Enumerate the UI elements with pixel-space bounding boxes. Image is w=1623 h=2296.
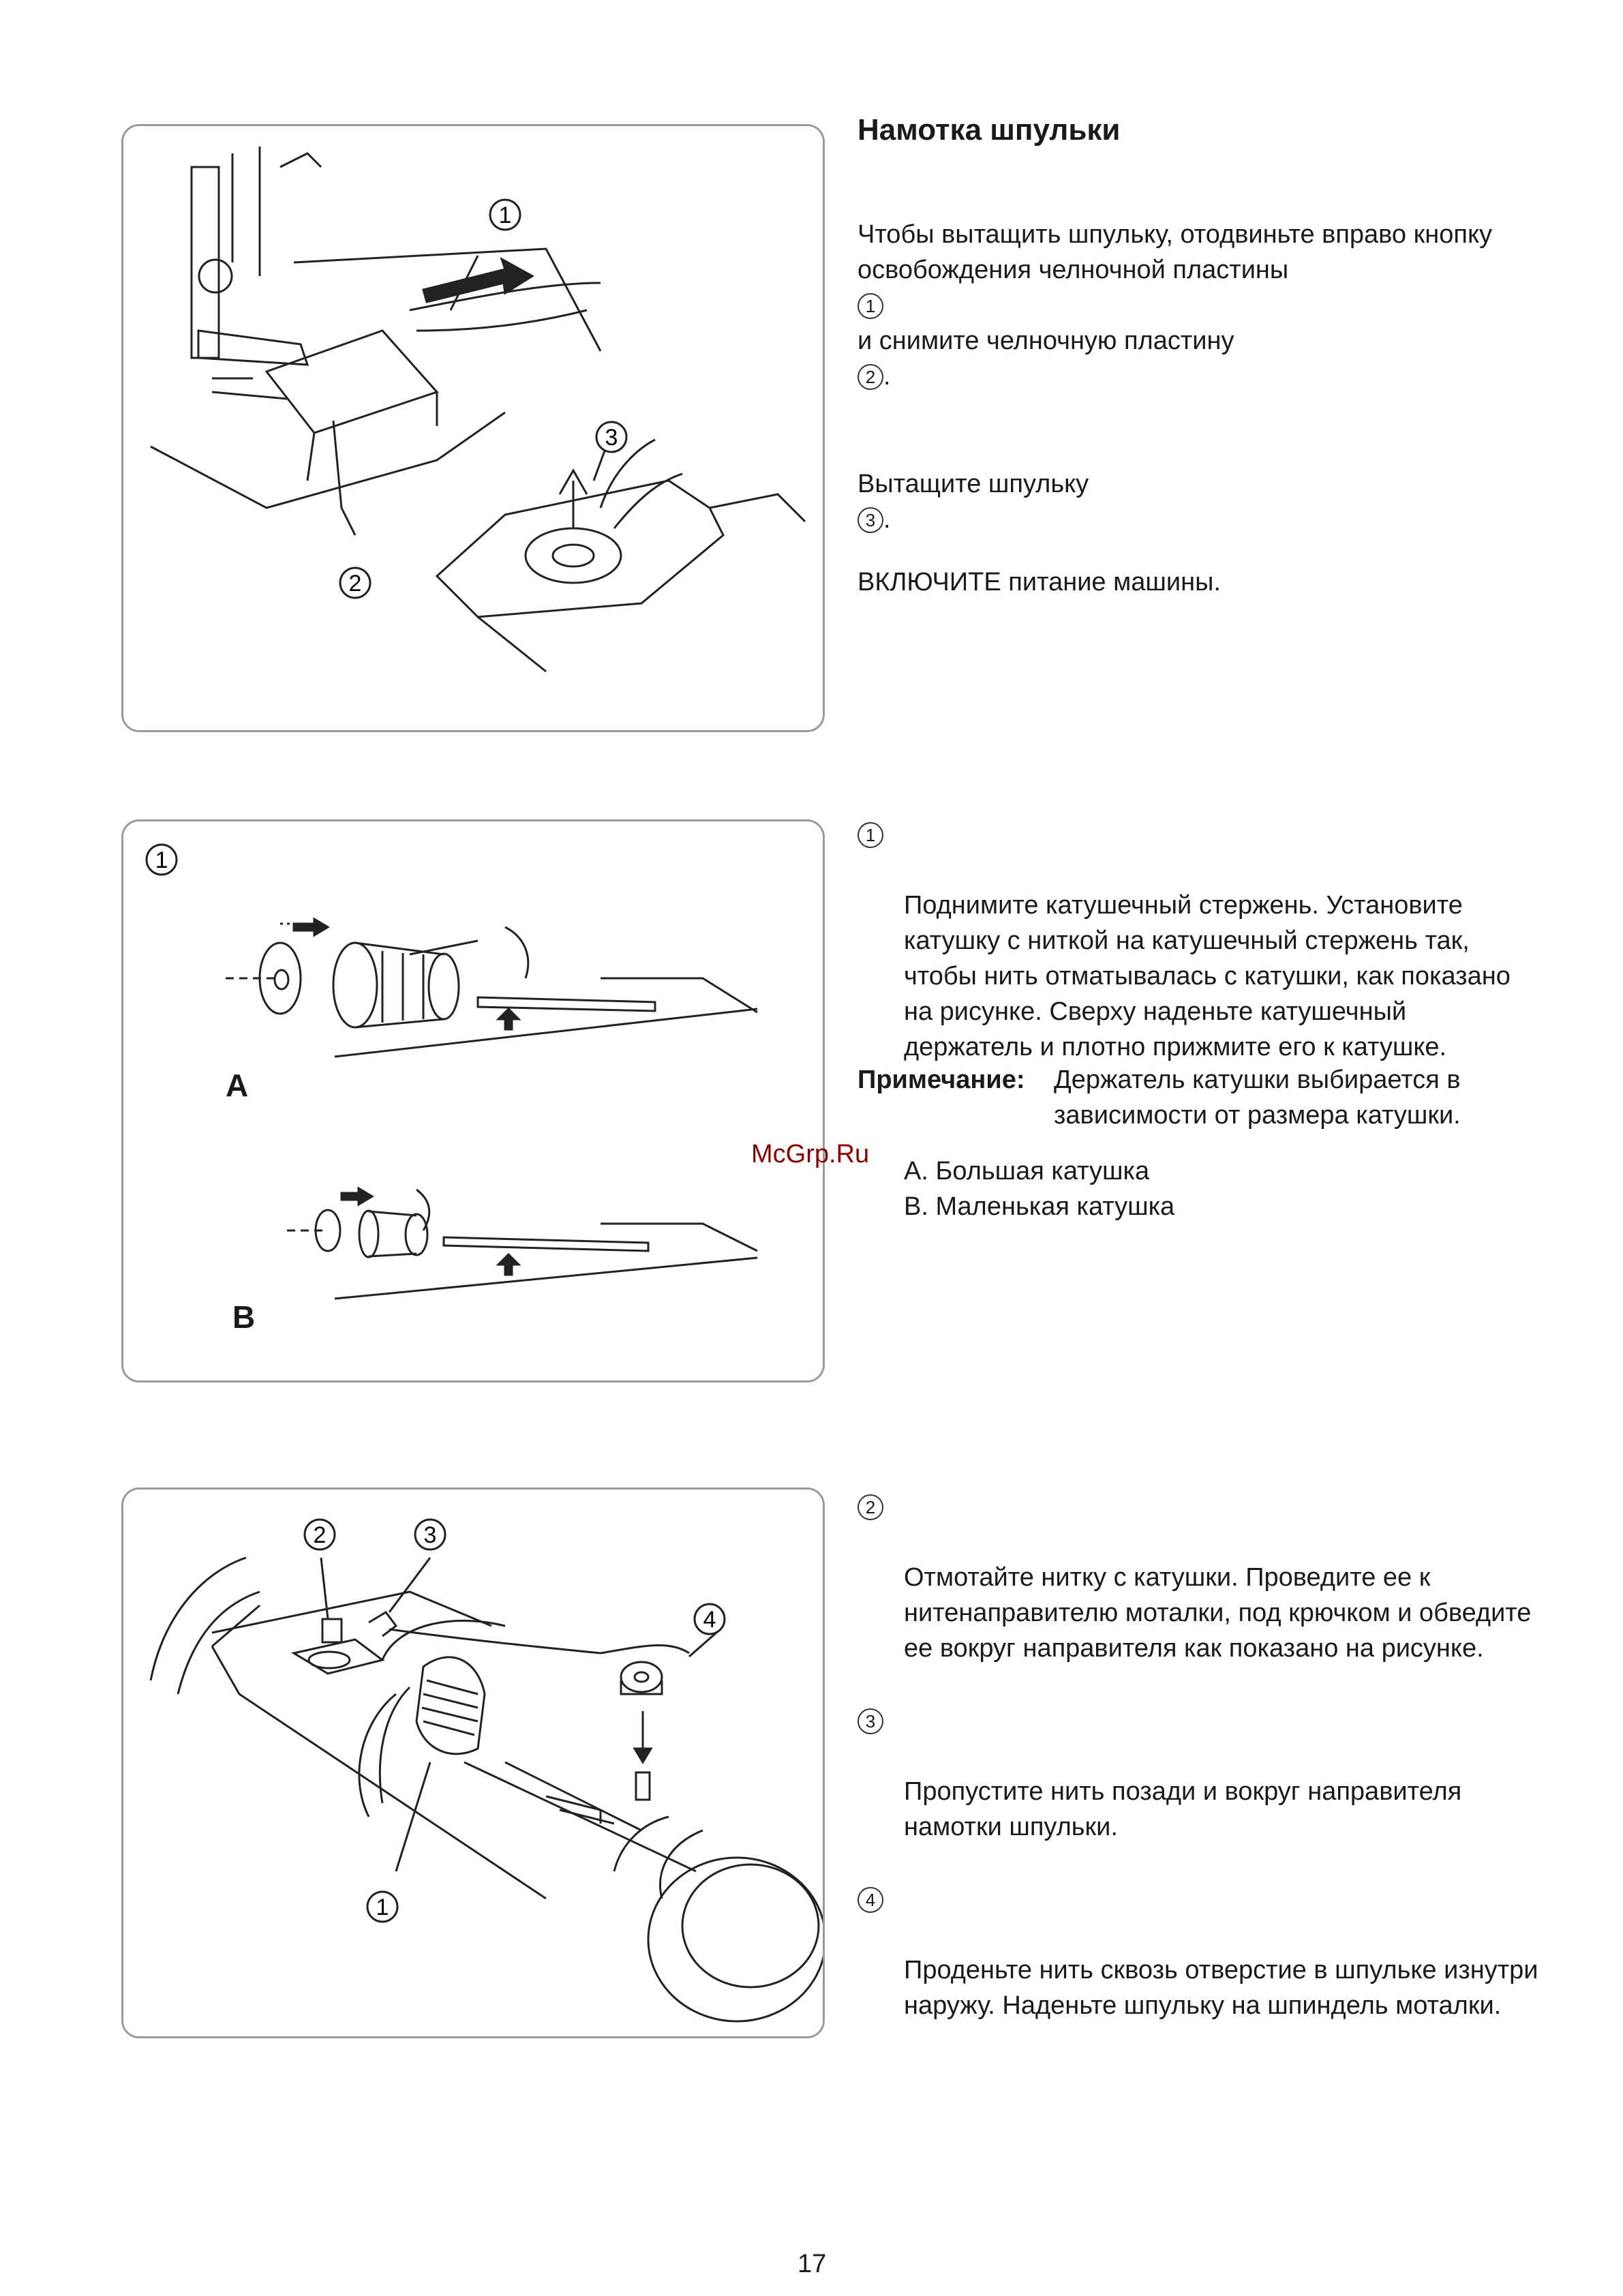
step-1-item (858, 817, 1539, 1065)
svg-text:2: 2 (348, 571, 362, 596)
handwheel (648, 1858, 823, 2021)
label-small-spool: B (232, 1299, 256, 1335)
section-title: Намотка шпульки (858, 113, 1121, 147)
marker-3: 3 (858, 507, 883, 533)
section-intro (858, 181, 1512, 637)
step-4-number: 4 (858, 1887, 883, 1913)
instruction-remove-bobbin (858, 431, 1512, 537)
note-text: Держатель катушки выбирается в зависимости от размера катушки. (1054, 1066, 1461, 1130)
marker-1: 1 (858, 293, 883, 319)
note-list (858, 1153, 1539, 1224)
thread-guide (322, 1619, 342, 1642)
instruction-remove-plate (858, 181, 1512, 394)
step-1 (858, 817, 1539, 1065)
step-2-text: Отмотайте нитку с катушки. Проведите ее к нитенаправителю моталки, под крючком и обведите ее вокруг направителя как показано на рисунке. (904, 1563, 1532, 1663)
svg-text:1: 1 (376, 1894, 389, 1920)
note-item-b: B. Маленькая катушка (904, 1192, 1175, 1221)
spool-pin-b (444, 1237, 648, 1251)
note-row (858, 1062, 1539, 1133)
step-4-text: Проденьте нить сквозь отверстие в шпульке изнутри наружу. Наденьте шпульку на шпиндель моталки. (904, 1956, 1538, 2020)
step-1-number: 1 (858, 822, 883, 848)
step-3-number: 3 (858, 1708, 883, 1734)
figure-spool-pin (121, 819, 825, 1383)
punct: . (883, 505, 891, 534)
instruction-power-on: ВКЛЮЧИТЕ питание машины. (858, 568, 1221, 596)
svg-text:1: 1 (155, 847, 168, 873)
marker-2: 2 (858, 364, 883, 390)
winding-steps (858, 1489, 1539, 2023)
step-2-number: 2 (858, 1494, 883, 1520)
svg-text:4: 4 (703, 1607, 716, 1633)
step-2 (858, 1489, 1539, 1666)
bobbin-winder-illustration (123, 1490, 823, 2036)
svg-text:3: 3 (423, 1522, 437, 1548)
bobbin (621, 1662, 662, 1692)
step-3 (858, 1703, 1539, 1845)
figure-bobbin-winder (121, 1487, 825, 2038)
step-4 (858, 1882, 1539, 2023)
punct: . (883, 362, 891, 391)
bobbin-removal-illustration (123, 126, 823, 730)
svg-text:1: 1 (498, 202, 512, 228)
instruction-text: Чтобы вытащить шпульку, отодвиньте вправо кнопку освобождения челночной пластины (858, 220, 1492, 284)
note-item-a: A. Большая катушка (904, 1157, 1150, 1185)
note-label: Примечание: (858, 1066, 1025, 1094)
note-block (858, 1062, 1539, 1224)
label-large-spool: A (226, 1068, 249, 1103)
step-1-text: Поднимите катушечный стержень. Установите катушку с ниткой на катушечный стержень так, чтобы нить отматывалась с катушки, как показано на рисунке. Сверху наденьте катушечный держатель и плотно прижмите его к катушке. (904, 891, 1511, 1061)
svg-text:3: 3 (605, 425, 618, 451)
instruction-text: Вытащите шпульку (858, 470, 1089, 498)
spool-pin-a (478, 997, 655, 1011)
instruction-text: и снимите челночную пластину (858, 327, 1234, 355)
watermark: McGrp.Ru (751, 1140, 870, 1168)
svg-text:2: 2 (313, 1522, 327, 1548)
needle-plate-shape (267, 331, 437, 433)
bobbin-winder-spindle (636, 1772, 650, 1800)
step-3-text: Пропустите нить позади и вокруг направителя намотки шпульки. (904, 1777, 1462, 1841)
figure-bobbin-removal (121, 124, 825, 732)
page-number: 17 (798, 2250, 827, 2278)
